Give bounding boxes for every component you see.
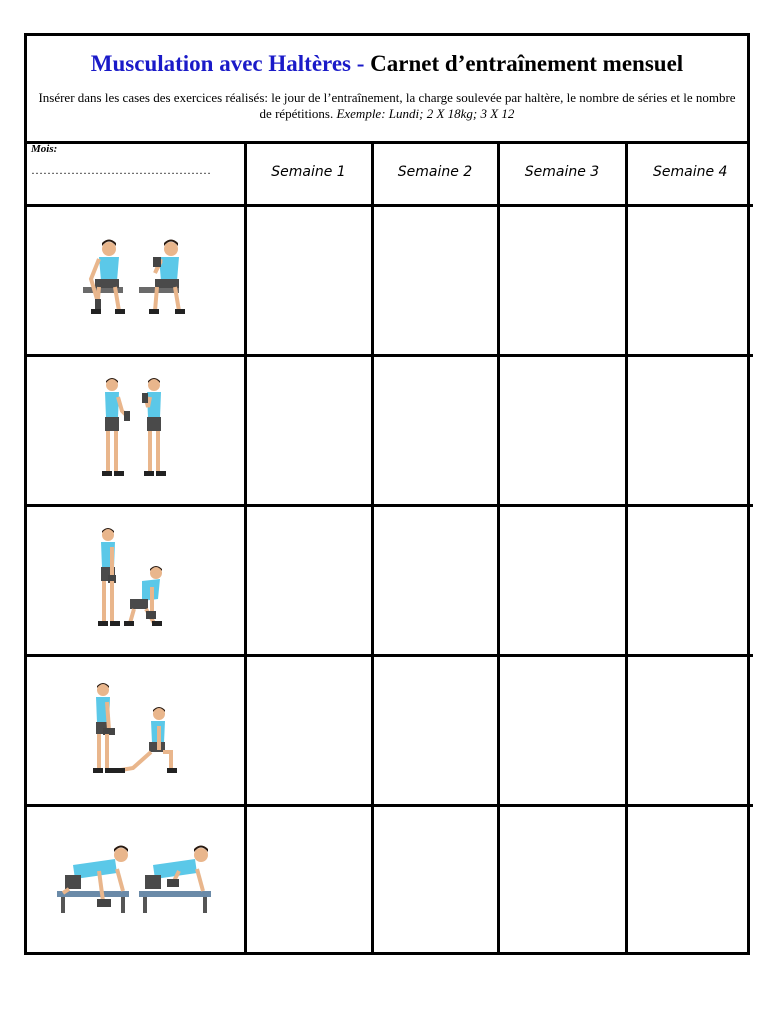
table-row [27,505,753,655]
week-header-2: Semaine 2 [372,141,498,205]
entry-cell[interactable] [245,205,372,355]
week-header-1: Semaine 1 [245,141,372,205]
entry-cell[interactable] [626,355,753,505]
month-dots: ……………………………………… [31,163,211,177]
entry-cell[interactable] [626,505,753,655]
entry-cell[interactable] [372,355,498,505]
entry-cell[interactable] [245,355,372,505]
entry-cell[interactable] [372,655,498,805]
month-label: Mois: [31,143,58,155]
table-row [27,655,753,805]
table-row [27,205,753,355]
entry-cell[interactable] [498,505,626,655]
title-black: Carnet d’entraînement mensuel [370,51,684,76]
exercise-image-cell [27,355,245,505]
entry-cell[interactable] [626,805,753,955]
entry-cell[interactable] [626,205,753,355]
entry-cell[interactable] [498,655,626,805]
standing-curl-icon [90,375,180,485]
entry-cell[interactable] [498,355,626,505]
week-header-3: Semaine 3 [498,141,626,205]
title-blue: Musculation avec Haltères [90,51,351,76]
entry-cell[interactable] [498,205,626,355]
page-title [27,50,747,78]
entry-cell[interactable] [245,805,372,955]
table-row [27,805,753,955]
table-row [27,355,753,505]
instructions-example: Exemple: Lundi; 2 X 18kg; 3 X 12 [336,106,515,121]
week-header-4: Semaine 4 [626,141,753,205]
log-table [27,141,753,955]
sheet-header [27,36,747,144]
squat-icon [90,525,180,635]
instructions-text [37,90,737,122]
table-header-row [27,141,753,205]
entry-cell[interactable] [498,805,626,955]
entry-cell[interactable] [372,505,498,655]
entry-cell[interactable] [245,505,372,655]
entry-cell[interactable] [245,655,372,805]
entry-cell[interactable] [372,205,498,355]
exercise-image-cell [27,655,245,805]
title-separator: - [351,51,371,76]
instructions-body: Insérer dans les cases des exercices réalisés: le jour de l’entraînement, la charge soulevée par haltère, le nombre de séries et le nombre de répétitions. [38,90,736,121]
entry-cell[interactable] [626,655,753,805]
entry-cell[interactable] [372,805,498,955]
exercise-image-cell [27,505,245,655]
exercise-image-cell [27,205,245,355]
exercise-image-cell [27,805,245,955]
bench-row-icon [55,841,215,921]
month-cell[interactable] [27,141,245,205]
training-sheet [24,33,750,955]
seated-curl-icon [75,235,195,325]
lunge-icon [85,680,185,780]
